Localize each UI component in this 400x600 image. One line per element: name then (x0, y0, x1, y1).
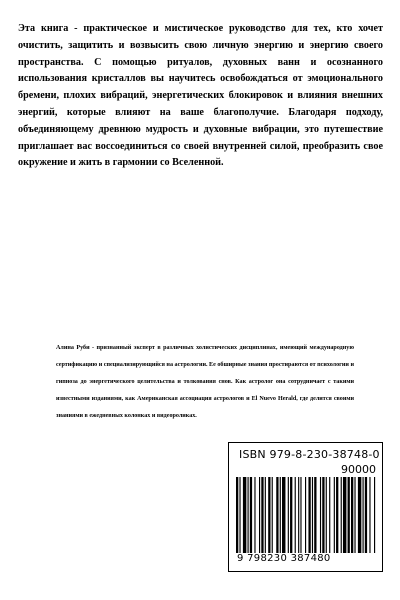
barcode-bars-graphic (236, 477, 376, 553)
book-description: Эта книга - практическое и мистическое руководство для тех, кто хочет очистить, защитить и возвысить свою личную энергию и энергию своего пространства. С помощью ритуалов, духовных ванн и осознанного использования кристаллов вы научитесь освобождаться от эмоционального бремени, плохих вибраций, энергетических блокировок и влияния внешних энергий, которые влияют на ваше благополучие. Благодаря подходу, объединяющему древнюю мудрость и духовные вибрации, это путешествие приглашает вас воссоединиться со своей внутренней силой, преобразить свое окружение и жить в гармонии со Вселенной. (18, 23, 383, 169)
price-code: 90000 (341, 463, 376, 476)
author-bio: Алина Руби - признанный эксперт в различных холистических дисциплинах, имеющий международную сертификацию и специализирующийся на астрологии. Ее обширные знания простираются от психологии и гипноза до энергетического целительства и толкования снов. Как астролог она сотрудничает с такими известными изданиями, как Американская ассоциация астрологов и El Nuevo Herald, где делится своими знаниями в ежедневных колонках и видеороликах. (56, 345, 354, 419)
isbn-label: ISBN 979-8-230-38748-0 (239, 448, 380, 461)
ean-digits: 9 798230 387480 (237, 553, 331, 564)
isbn-barcode (228, 442, 383, 572)
